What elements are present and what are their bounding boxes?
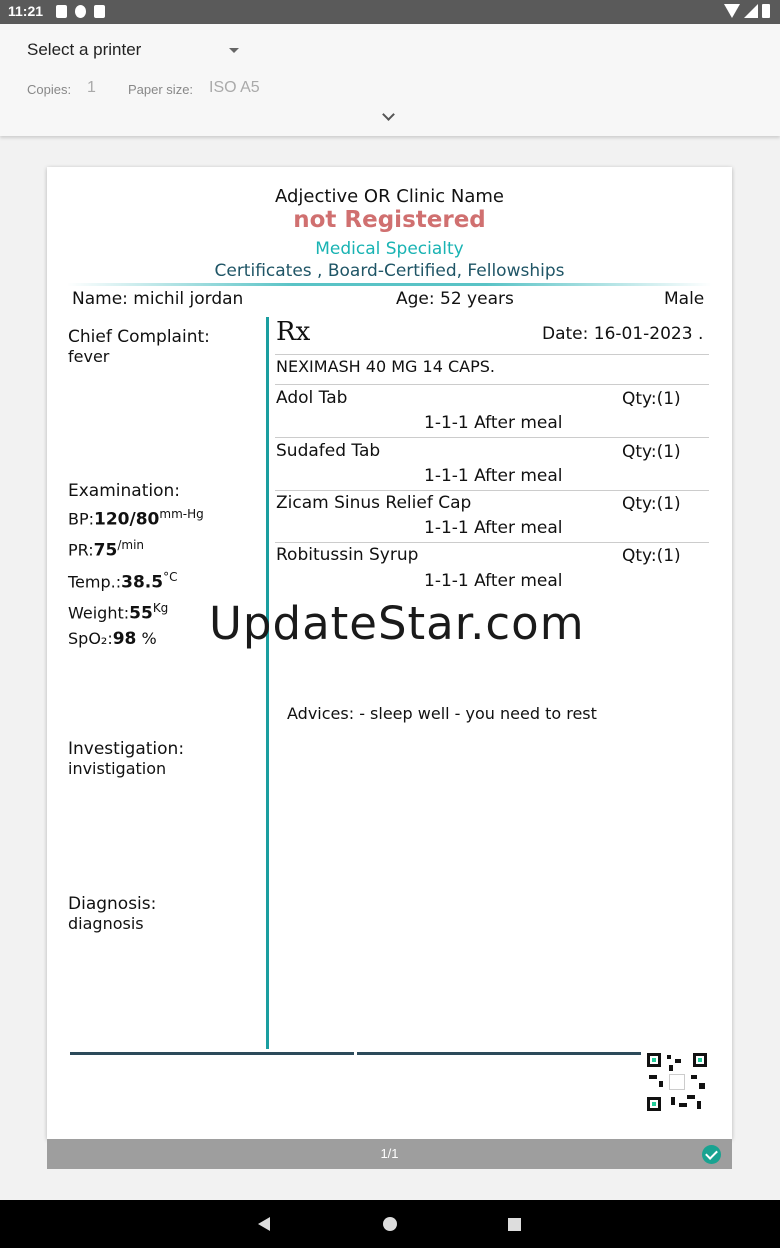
- chief-complaint-text: fever: [68, 347, 110, 366]
- battery-icon: [762, 4, 770, 18]
- status-bar: [0, 0, 780, 24]
- chief-complaint-heading: Chief Complaint:: [68, 327, 210, 347]
- investigation-heading: Investigation:: [68, 739, 185, 759]
- column-divider: [266, 317, 269, 1049]
- first-medication: NEXIMASH 40 MG 14 CAPS.: [276, 357, 495, 376]
- medication-name: Zicam Sinus Relief Cap: [276, 493, 472, 513]
- bp-row: $BP:120/80^{mm-Hg}$: [68, 507, 204, 530]
- signature-line: [70, 1052, 354, 1055]
- expand-chevron-icon[interactable]: [382, 108, 395, 121]
- certificates: Certificates , Board-Certified, Fellowships: [214, 261, 565, 281]
- examination-section: [68, 481, 204, 652]
- medical-specialty: Medical Specialty: [315, 239, 464, 259]
- patient-name: Name: michil jordan: [72, 289, 244, 309]
- medication-name: Adol Tab: [276, 388, 348, 408]
- medication-dose: 1-1-1 After meal: [424, 466, 563, 486]
- recent-apps-icon[interactable]: [508, 1218, 521, 1231]
- signal-icon: [744, 4, 758, 18]
- pr-row: $PR:75^{/min}$: [68, 538, 145, 561]
- page-number: 1/1: [380, 1146, 399, 1161]
- page-selected-check-icon[interactable]: [702, 1145, 721, 1164]
- copies-value[interactable]: 1: [87, 79, 96, 96]
- medication-qty: Qty:(1): [622, 389, 681, 409]
- spo2-row: SpO₂:98 %: [68, 629, 157, 650]
- patient-age: Age: 52 years: [396, 289, 514, 309]
- temp-row: $Temp.:38.5^{^\circ C}$: [68, 569, 178, 592]
- navigation-bar: [0, 1200, 780, 1248]
- patient-gender: Male: [664, 289, 705, 309]
- clinic-name: Adjective OR Clinic Name: [275, 186, 504, 207]
- investigation-text: invistigation: [68, 759, 167, 778]
- examination-heading: Examination:: [68, 481, 180, 501]
- sd-card-icon: [94, 5, 105, 18]
- prescription-date: Date: 16-01-2023 .: [542, 324, 704, 344]
- medication-qty: Qty:(1): [622, 546, 681, 566]
- qr-logo-icon: [669, 1074, 685, 1090]
- printer-select[interactable]: Select a printer: [27, 40, 142, 59]
- paper-size-value[interactable]: ISO A5: [209, 79, 260, 96]
- dropdown-arrow-icon[interactable]: [229, 48, 239, 53]
- advice-text: Advices: - sleep well - you need to rest: [287, 704, 597, 723]
- diagnosis-heading: Diagnosis:: [68, 894, 157, 914]
- signature-line: [357, 1052, 641, 1055]
- medication-dose: 1-1-1 After meal: [424, 571, 563, 591]
- medication-dose: 1-1-1 After meal: [424, 518, 563, 538]
- back-icon[interactable]: [258, 1217, 270, 1231]
- status-time: 11:21: [8, 3, 44, 19]
- copies-label: Copies:: [27, 82, 72, 97]
- home-icon[interactable]: [383, 1217, 397, 1231]
- wifi-icon: [724, 4, 740, 18]
- divider: [275, 437, 709, 438]
- medication-qty: Qty:(1): [622, 494, 681, 514]
- qr-code: [647, 1053, 707, 1111]
- photo-notification-icon: [56, 5, 67, 18]
- paper-size-label: Paper size:: [128, 82, 194, 97]
- print-preview-page: [47, 167, 732, 1139]
- medication-qty: Qty:(1): [622, 442, 681, 462]
- medication-name: Sudafed Tab: [276, 441, 381, 461]
- diagnosis-text: diagnosis: [68, 914, 144, 933]
- print-options-panel: [0, 24, 780, 136]
- diagnosis-section: [68, 894, 156, 933]
- medication-name: Robitussin Syrup: [276, 545, 419, 565]
- page-indicator-bar: [47, 1139, 732, 1169]
- rx-symbol: Rx: [276, 317, 311, 347]
- divider: [275, 490, 709, 491]
- divider: [275, 354, 709, 355]
- divider: [275, 384, 709, 385]
- registration-status: not Registered: [293, 207, 486, 233]
- weight-row: $Weight:55^{Kg}$: [68, 600, 169, 624]
- chief-complaint-section: [68, 327, 210, 366]
- header-divider: [67, 283, 712, 286]
- divider: [275, 542, 709, 543]
- app-notification-icon: [75, 5, 86, 18]
- investigation-section: [68, 739, 184, 778]
- medication-dose: 1-1-1 After meal: [424, 413, 563, 433]
- watermark: UpdateStar.com: [209, 597, 585, 650]
